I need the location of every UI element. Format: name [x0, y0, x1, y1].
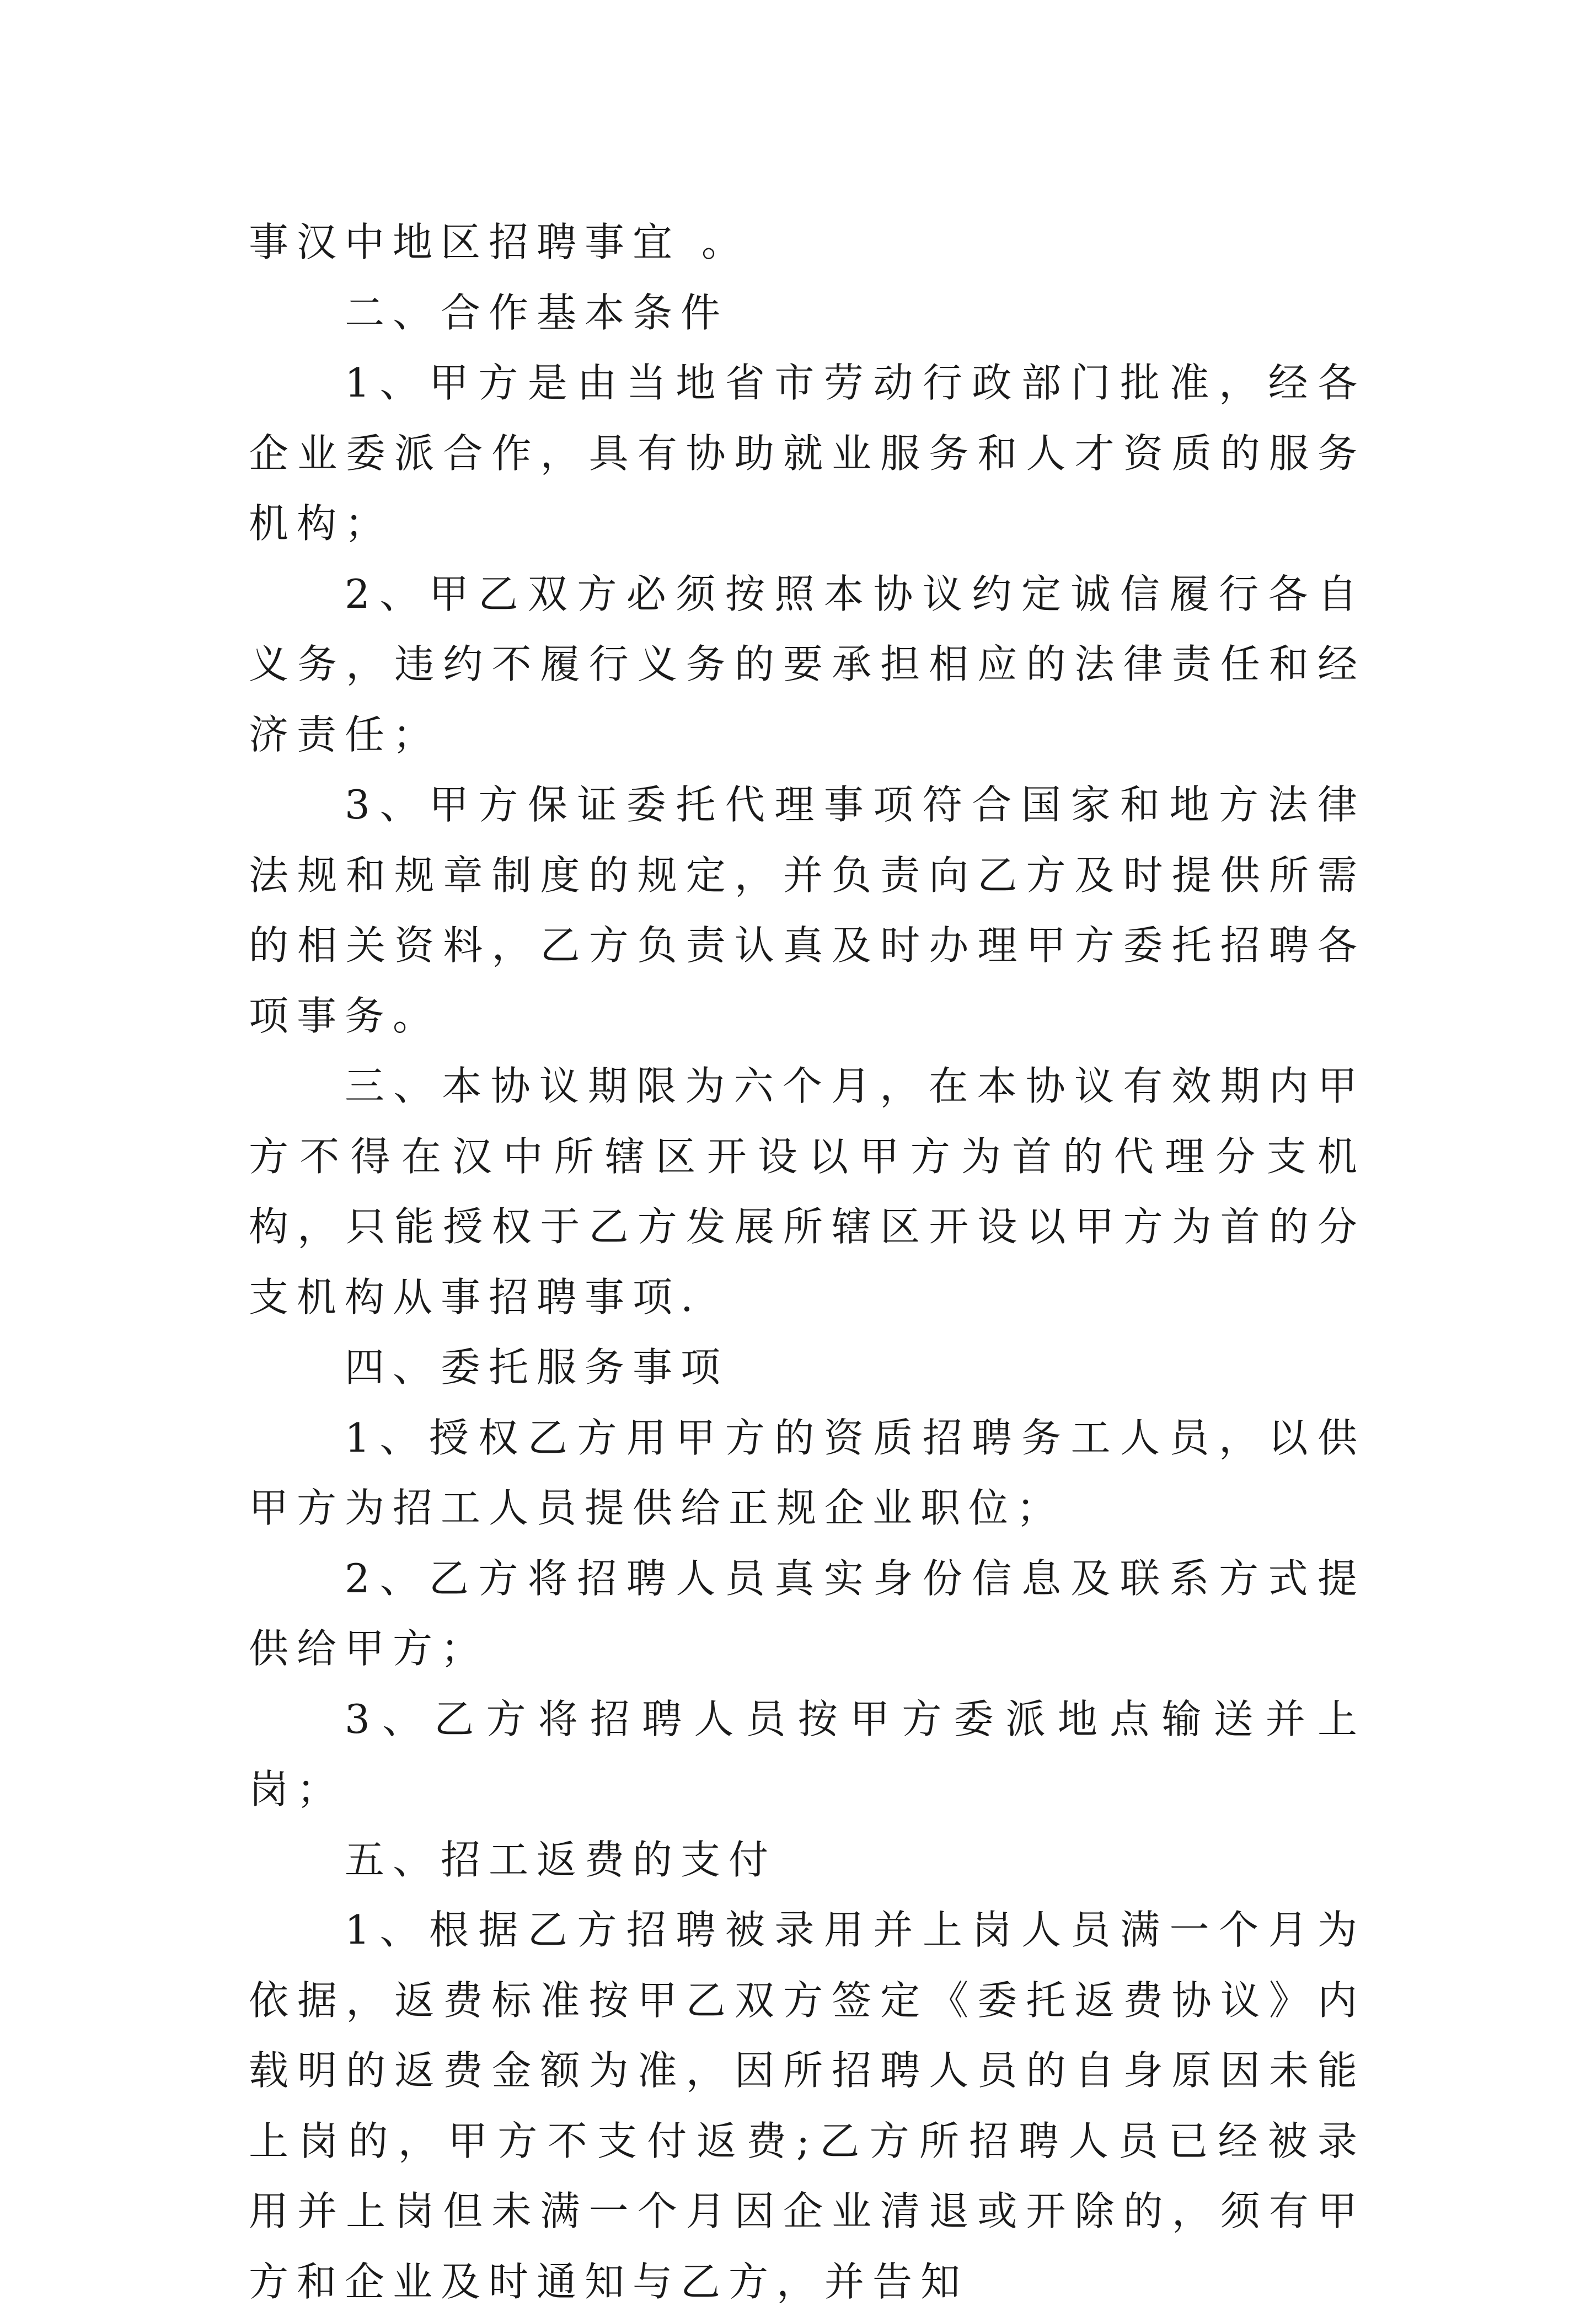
- section-heading-fee-payment: 五、招工返费的支付: [345, 1836, 777, 1883]
- clause-paragraph: 2、乙方将招聘人员真实身份信息及联系方式提供给甲方；: [249, 1555, 1365, 1672]
- clause-paragraph: 2、甲乙双方必须按照本协议约定诚信履行各自义务，违约不履行义务的要承担相应的法律责任和经济责任；: [249, 570, 1365, 758]
- clause-paragraph: 1、甲方是由当地省市劳动行政部门批准，经各企业委派合作，具有协助就业服务和人才资质的服务机构；: [249, 360, 1365, 547]
- clause-paragraph: 1、授权乙方用甲方的资质招聘务工人员，以供甲方为招工人员提供给正规企业职位；: [249, 1414, 1365, 1531]
- clause-paragraph: 1、根据乙方招聘被录用并上岗人员满一个月为依据，返费标准按甲乙双方签定《委托返费协议》内载明的返费金额为准，因所招聘人员的自身原因未能上岗的，甲方不支付返费;乙方所招聘人员已经被录用并上岗但未满一个月因企业清退或开除的，须有甲方和企业及时通知与乙方，并告知: [249, 1907, 1365, 2305]
- section-paragraph-agreement-term: 三、本协议期限为六个月，在本协议有效期内甲方不得在汉中所辖区开设以甲方为首的代理分支机构，只能授权于乙方发展所辖区开设以甲方为首的分支机构从事招聘事项.: [249, 1063, 1365, 1320]
- paragraph-continuation: 事汉中地区招聘事宜 。: [249, 219, 749, 265]
- section-heading-cooperation-conditions: 二、合作基本条件: [345, 289, 729, 336]
- section-heading-entrusted-services: 四、委托服务事项: [345, 1344, 729, 1390]
- clause-paragraph: 3、甲方保证委托代理事项符合国家和地方法律法规和规章制度的规定，并负责向乙方及时提供所需的相关资料，乙方负责认真及时办理甲方委托招聘各项事务。: [249, 782, 1365, 1039]
- document-body: [249, 207, 1365, 2317]
- clause-paragraph: 3、乙方将招聘人员按甲方委派地点输送并上岗；: [249, 1695, 1365, 1812]
